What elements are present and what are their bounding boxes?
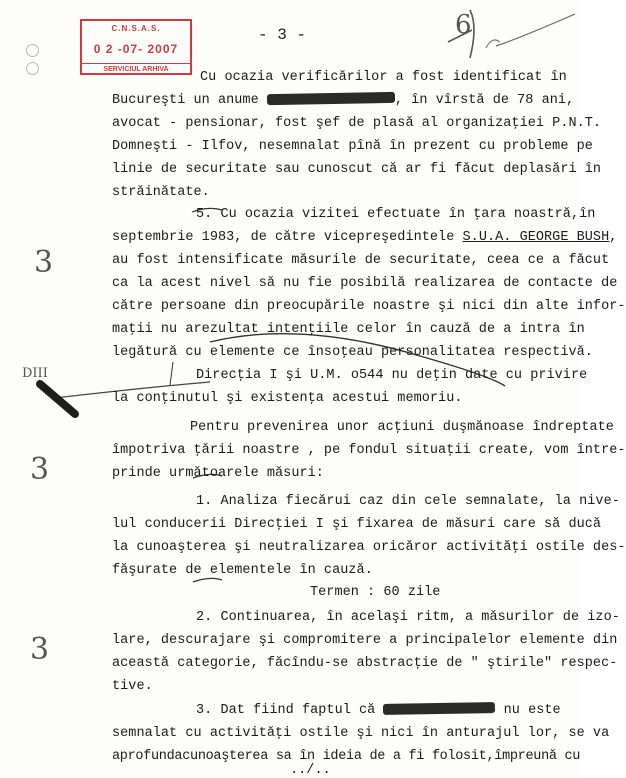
text-line: la conţinutul şi existenţa acestui memoriu.: [112, 391, 463, 406]
stamp-department: SERVICIUL ARHIVA: [82, 63, 190, 73]
text-line: prinde următoarele măsuri:: [112, 466, 324, 481]
text-line: împotriva ţării noastre , pe fondul situaţii create, vom între-: [112, 443, 626, 458]
text-span: septembrie 1983, de către vicepreşedintele: [112, 230, 463, 245]
text-line: 5. Cu ocazia vizitei efectuate în ţara noastră,în: [196, 207, 596, 222]
text-span: , în vîrstă de 78 ani,: [394, 93, 575, 108]
text-line: 2. Continuarea, în acelaşi ritm, a măsurilor de izo-: [196, 610, 620, 625]
text-line: lul conducerii Direcţiei I şi fixarea de măsuri care să ducă: [112, 517, 602, 532]
text-line: avocat - pensionar, fost şef de plasă al organizaţiei P.N.T.: [112, 116, 602, 131]
handwritten-number: 6: [455, 10, 472, 40]
pen-stroke: [170, 362, 173, 385]
pen-stroke: [486, 40, 500, 48]
deadline-line: Termen : 60 zile: [310, 585, 441, 600]
continuation-mark: ../..: [290, 763, 331, 778]
text-span: ,: [609, 230, 618, 245]
text-line: maţii nu arezultat intenţiile celor în cauză de a intra în: [112, 322, 585, 337]
stamp-date: 0 2 -07- 2007: [93, 42, 179, 56]
text-line: străinătate.: [112, 185, 210, 200]
text-line: 1. Analiza fiecărui caz din cele semnalate, la nive-: [196, 494, 620, 509]
text-span: 3. Dat fiind faptul că: [196, 703, 384, 718]
text-line: Domneşti - Ilfov, nesemnalat pînă în prezent cu probleme pe: [112, 139, 593, 154]
page-number: - 3 -: [258, 26, 307, 44]
text-line: legătură cu elemente ce însoţeau personalitatea respectivă.: [112, 345, 593, 360]
underlined-name: S.U.A. GEORGE BUSH: [462, 230, 610, 245]
text-line: Direcţia I şi U.M. o544 nu deţin date cu privire: [196, 368, 588, 383]
text-line: lare, descurajare şi compromitere a principalelor elemente din: [112, 633, 618, 648]
text-span: nu este: [495, 703, 561, 718]
text-line: aprofundacunoaşterea sa în ideia de a fi folosit,împreună cu: [112, 749, 581, 764]
text-line: tive.: [112, 679, 153, 694]
ink-blot: [40, 384, 75, 414]
text-line: [112, 93, 574, 108]
stamp-org: C.N.S.A.S.: [111, 24, 161, 33]
redaction-bar: [383, 702, 495, 715]
text-line: la cunoaşterea şi neutralizarea oricăror activităţi ostile des-: [112, 540, 626, 555]
pen-stroke: [448, 10, 474, 58]
text-line: Cu ocazia verificărilor a fost identificat în: [200, 70, 567, 85]
handwritten-mark: 3: [30, 452, 50, 487]
text-line: făşurate de elementele în cauză.: [112, 563, 373, 578]
text-line: ca la acest nivel să nu fie posibilă realizarea de contacte de: [112, 276, 618, 291]
redaction-bar: [267, 92, 395, 105]
pen-stroke: [496, 14, 575, 46]
text-line: către persoane din preocupările noastre şi nici din alte infor-: [112, 299, 626, 314]
handwritten-mark: 3: [34, 245, 54, 280]
text-span: Bucureşti un anume: [112, 93, 267, 108]
text-line: linie de securitate sau cunoscut că ar fi făcut deplasări în: [112, 162, 602, 177]
text-line: această categorie, făcîndu-se abstracţie de " ştirile" respec-: [112, 656, 618, 671]
text-line: [112, 230, 617, 245]
text-line: au fost intensificate măsurile de securitate, ceea ce a făcut: [112, 253, 610, 268]
handwritten-note: DIII: [22, 366, 48, 381]
text-line: semnalat cu activităţi ostile şi nici în anturajul lor, se va: [112, 726, 610, 741]
text-line: [196, 703, 561, 718]
handwritten-mark: 3: [30, 632, 50, 667]
pen-stroke: [193, 578, 222, 582]
text-line: Pentru prevenirea unor acţiuni duşmănoase îndreptate: [190, 420, 614, 435]
